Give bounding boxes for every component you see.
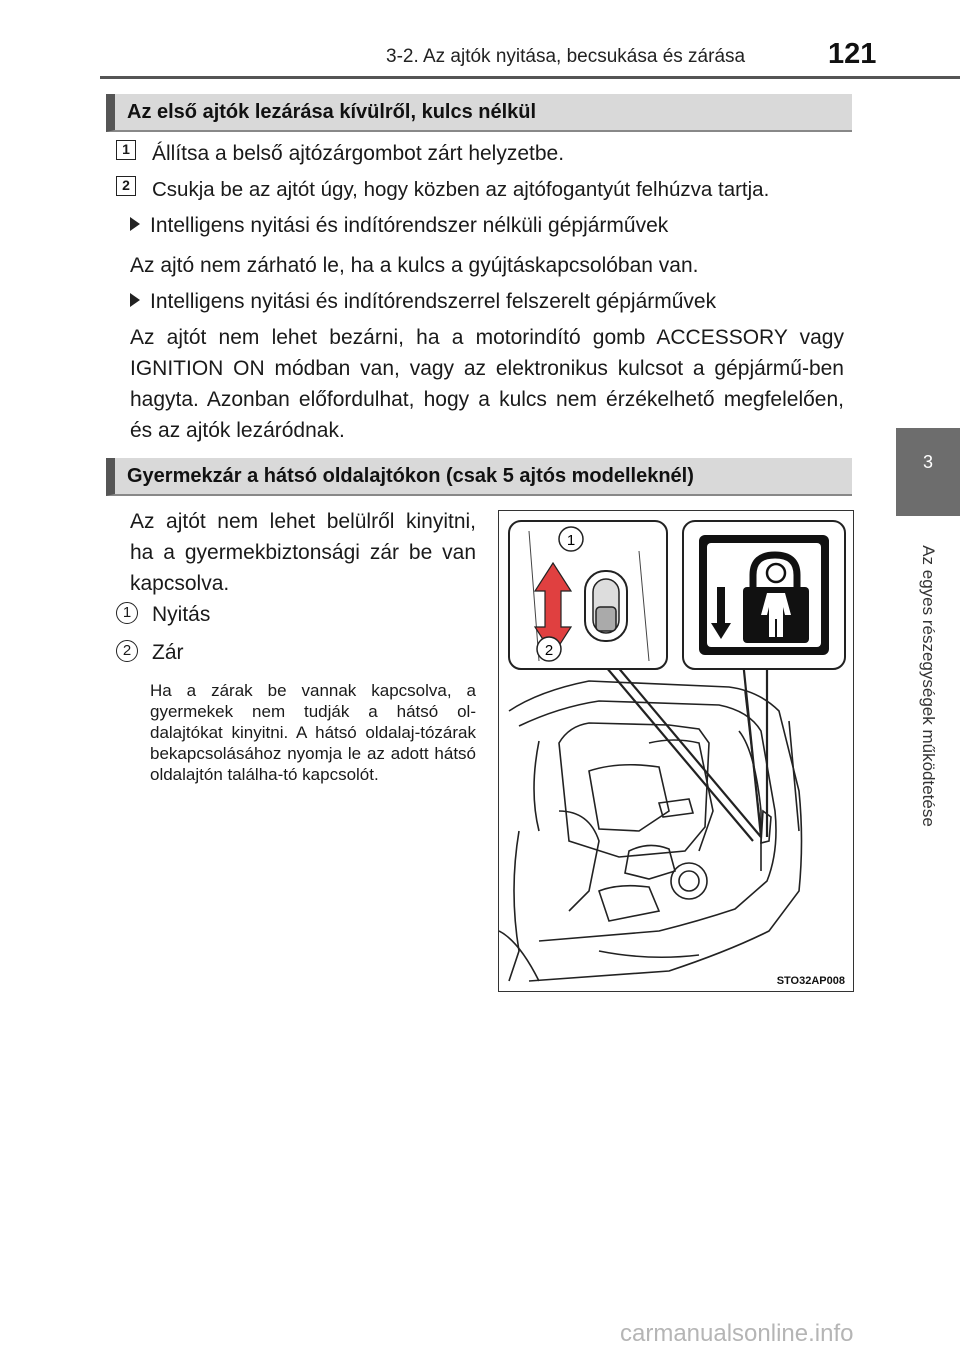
header-section-title: 3-2. Az ajtók nyitása, becsukása és zárása	[386, 46, 746, 67]
step-number-box: 2	[116, 176, 136, 196]
bullet-text: Intelligens nyitási és indítórendszer nélküli gépjárművek	[150, 214, 669, 237]
item-label: Nyitás	[152, 603, 211, 626]
triangle-bullet-icon	[130, 293, 140, 307]
paragraph: Az ajtót nem lehet bezárni, ha a motorindító gomb ACCESSORY vagy IGNITION ON módban van, vagy az elektronikus kulcsot a gépjármű-ben hagyta. Azonban előfordulhat, hogy a kulcs nem érzékelhető megfelelően, és az ajtók lezáródnak.	[130, 326, 844, 442]
section-heading-front-doors	[106, 94, 852, 132]
header-rule	[100, 76, 960, 79]
paragraph: Az ajtó nem zárható le, ha a kulcs a gyújtáskapcsolóban van.	[130, 254, 699, 277]
page-header	[0, 0, 960, 80]
figure-code: STO32AP008	[776, 975, 845, 987]
paragraph: Az ajtót nem lehet belülről kinyitni, ha a gyermekbiztonsági zár be van kapcsolva.	[130, 510, 476, 595]
section-heading-text: Gyermekzár a hátsó oldalajtókon (csak 5 ajtós modelleknél)	[127, 465, 694, 487]
watermark: carmanualsonline.info	[620, 1320, 854, 1347]
bullet-text: Intelligens nyitási és indítórendszerrel felszerelt gépjárművek	[150, 290, 717, 313]
section-heading-child-lock	[106, 458, 852, 496]
car-door-illustration	[499, 511, 854, 992]
item-label: Zár	[152, 641, 184, 664]
page-number: 121	[828, 38, 877, 70]
callout-1-label: 1	[566, 532, 576, 549]
child-lock-illustration	[498, 510, 854, 992]
step-text: Csukja be az ajtót úgy, hogy közben az ajtófogantyút felhúzva tartja.	[152, 178, 770, 201]
item-number-circle: 2	[116, 640, 138, 662]
step-text: Állítsa a belső ajtózárgombot zárt helyzetbe.	[152, 142, 565, 165]
callout-2-label: 2	[544, 642, 554, 659]
chapter-tab	[896, 428, 960, 516]
chapter-number: 3	[922, 452, 933, 472]
note-text: Ha a zárak be vannak kapcsolva, a gyermekek nem tudják a hátsó ol-dalajtókat kinyitni. A hátsó oldalaj-tózárak bekapcsolásához nyomja le az adott hátsó oldalajtón találha-tó kapcsolót.	[150, 681, 476, 784]
step-number-box: 1	[116, 140, 136, 160]
item-number-circle: 1	[116, 602, 138, 624]
section-heading-text: Az első ajtók lezárása kívülről, kulcs nélkül	[127, 101, 537, 123]
bullet-heading	[130, 290, 716, 314]
triangle-bullet-icon	[130, 217, 140, 231]
bullet-heading	[130, 214, 668, 238]
chapter-title-vertical: Az egyes részegységek működtetése	[919, 545, 938, 827]
